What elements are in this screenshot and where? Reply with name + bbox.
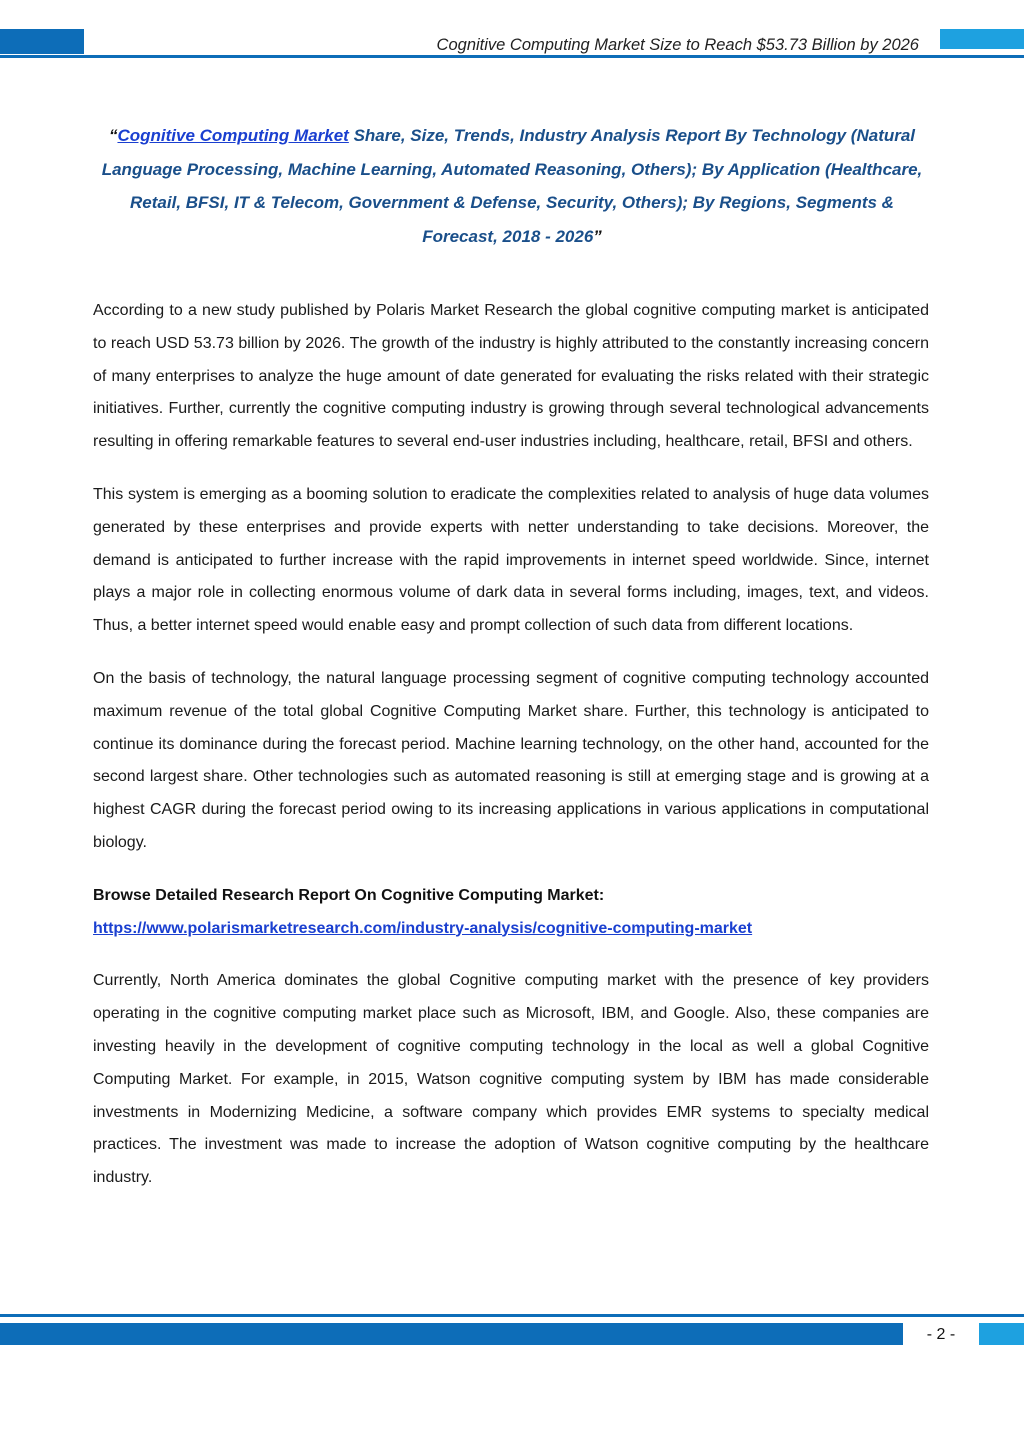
report-title xyxy=(95,119,929,253)
title-open-quote: “ xyxy=(108,126,118,145)
header-rule xyxy=(0,55,1024,58)
page-number: - 2 - xyxy=(926,1326,956,1343)
browse-label: Browse Detailed Research Report On Cognitive Computing Market: xyxy=(93,886,605,904)
title-market-link[interactable]: Cognitive Computing Market xyxy=(117,126,349,145)
paragraph-technology: On the basis of technology, the natural language processing segment of cognitive computing technology accounted maximum revenue of the total global Cognitive Computing Market share. Further, this technology is anticipated to continue its dominance during the forecast period. Machine learning technology, on the other hand, accounted for the second largest share. Other technologies such as automated reasoning is still at emerging stage and is growing at a highest CAGR during the forecast period owing to its increasing applications in various applications in computational biology. xyxy=(93,669,929,851)
header-title: Cognitive Computing Market Size to Reach $53.73 Billion by 2026 xyxy=(436,36,919,54)
title-text: Share, Size, Trends, Industry Analysis Report By Technology (Natural Language Processing, Machine Learning, Automated Reasoning, Others); By Application (Healthcare, Retail, BFSI, IT & Telecom, Government & Defense, Security, Others); By Regions, Segments & Forecast, 2018 - 2026 xyxy=(101,126,923,246)
paragraph-system: This system is emerging as a booming solution to eradicate the complexities related to analysis of huge data volumes generated by these enterprises and provide experts with netter understanding to take decisions. Moreover, the demand is anticipated to further increase with the rapid improvements in internet speed worldwide. Since, internet plays a major role in collecting enormous volume of dark data in several forms including, images, text, and videos. Thus, a better internet speed would enable easy and prompt collection of such data from different locations. xyxy=(93,485,929,635)
paragraph-north-america: Currently, North America dominates the global Cognitive computing market with the presence of key providers operating in the cognitive computing market place such as Microsoft, IBM, and Google. Also, these companies are investing heavily in the development of cognitive computing technology in the local as well a global Cognitive Computing Market. For example, in 2015, Watson cognitive computing system by IBM has made considerable investments in Modernizing Medicine, a software company which provides EMR systems to specialty medical practices. The investment was made to increase the adoption of Watson cognitive computing by the healthcare industry. xyxy=(93,972,929,1187)
body-content xyxy=(93,295,929,1215)
footer-rule xyxy=(0,1314,1024,1317)
title-close-quote: ” xyxy=(593,226,602,246)
footer-right-bar xyxy=(979,1323,1024,1345)
report-url-link[interactable]: https://www.polarismarketresearch.com/industry-analysis/cognitive-computing-market xyxy=(93,919,753,937)
footer-left-bar xyxy=(0,1323,903,1345)
paragraph-intro: According to a new study published by Polaris Market Research the global cognitive computing market is anticipated to reach USD 53.73 billion by 2026. The growth of the industry is highly attributed to the constantly increasing concern of many enterprises to analyze the huge amount of date generated for evaluating the risks related with their strategic initiatives. Further, currently the cognitive computing industry is growing through several technological advancements resulting in offering remarkable features to several end-user industries including, healthcare, retail, BFSI and others. xyxy=(93,302,929,451)
header-left-accent xyxy=(0,29,84,54)
header-right-accent xyxy=(940,29,1024,49)
